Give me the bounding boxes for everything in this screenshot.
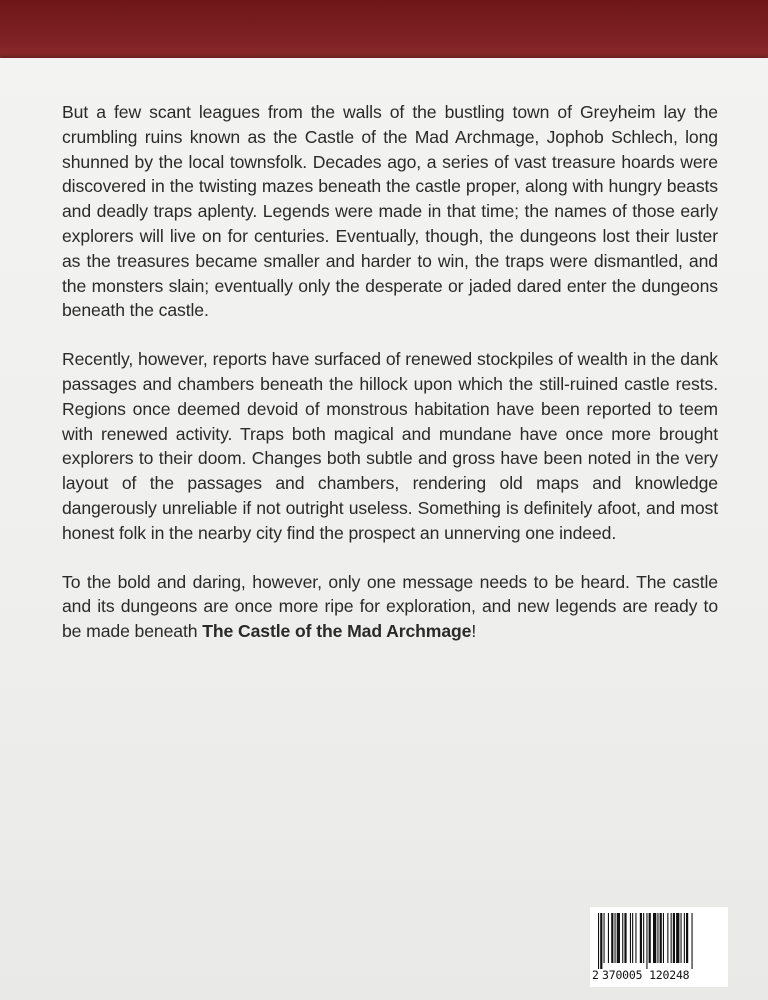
- blurb-text: [62, 100, 718, 668]
- barcode-bar: [630, 913, 631, 963]
- barcode-bar: [635, 913, 636, 963]
- barcode-digits: 370005 120248: [602, 968, 690, 982]
- blurb-paragraph-1: But a few scant leagues from the walls of the bustling town of Greyheim lay the crumbling ruins known as the Castle of the Mad Archmage, Jophob Schlech, long shunned by the local townsfolk. Decades ago, a series of vast treasure hoards were discovered in the twisting mazes beneath the castle proper, along with hungry beasts and deadly traps aplenty. Legends were made in that time; the names of those early explorers will live on for centuries. Eventually, though, the dungeons lost their luster as the treasures became smaller and harder to win, the traps were dismantled, and the monsters slain; eventually only the desperate or jaded dared enter the dungeons beneath the castle.: [62, 102, 718, 321]
- barcode-bar: [649, 913, 651, 963]
- barcode-bar: [604, 913, 605, 963]
- barcode-bar: [686, 913, 688, 963]
- barcode-bar: [643, 913, 644, 963]
- barcode-bar: [667, 913, 668, 963]
- barcode-bar: [646, 913, 647, 969]
- barcode: [590, 907, 728, 987]
- barcode-bar: [598, 913, 599, 969]
- barcode-bar: [671, 913, 672, 963]
- barcode-bar: [615, 913, 616, 963]
- barcode-number: [592, 968, 726, 982]
- barcode-first-digit: 2: [592, 968, 599, 982]
- book-title: The Castle of the Mad Archmage: [202, 621, 472, 642]
- barcode-bars-icon: [596, 913, 722, 969]
- barcode-bar: [692, 913, 693, 969]
- barcode-bar: [663, 913, 664, 963]
- blurb-paragraph-3-text: To the bold and daring, however, only one message needs to be heard. The castle and its dungeons are once more ripe for exploration, and new legends are ready to be made beneath: [62, 571, 718, 642]
- barcode-bar: [600, 913, 602, 969]
- barcode-bar: [681, 913, 682, 963]
- barcode-bar: [624, 913, 626, 963]
- barcode-bar: [660, 913, 662, 963]
- barcode-bar: [676, 913, 679, 963]
- barcode-bar: [684, 913, 685, 963]
- barcode-bar: [640, 913, 642, 963]
- barcode-bar: [608, 913, 609, 963]
- barcode-bar: [617, 913, 620, 963]
- barcode-bar: [622, 913, 623, 963]
- blurb-paragraph-2: Recently, however, reports have surfaced of renewed stockpiles of wealth in the dank passages and chambers beneath the hillock upon which the still-ruined castle rests. Regions once deemed devoid of monstrous habitation have been reported to teem with renewed activity. Traps both magical and mundane have once more brought explorers to their doom. Changes both subtle and gross have been noted in the very layout of the passages and chambers, rendering old maps and knowledge dangerously unreliable if not outright useless. Something is definitely afoot, and most honest folk in the nearby city find the prospect an unnerving one indeed.: [62, 349, 718, 543]
- maroon-top-band: [0, 0, 768, 60]
- blurb-paragraph-3: [62, 570, 718, 644]
- barcode-bar: [673, 913, 675, 963]
- barcode-bar: [657, 913, 658, 963]
- barcode-bar: [653, 913, 656, 963]
- blurb-paragraph-3-end: !: [471, 621, 477, 642]
- barcode-bar: [632, 913, 633, 963]
- barcode-bar: [611, 913, 613, 963]
